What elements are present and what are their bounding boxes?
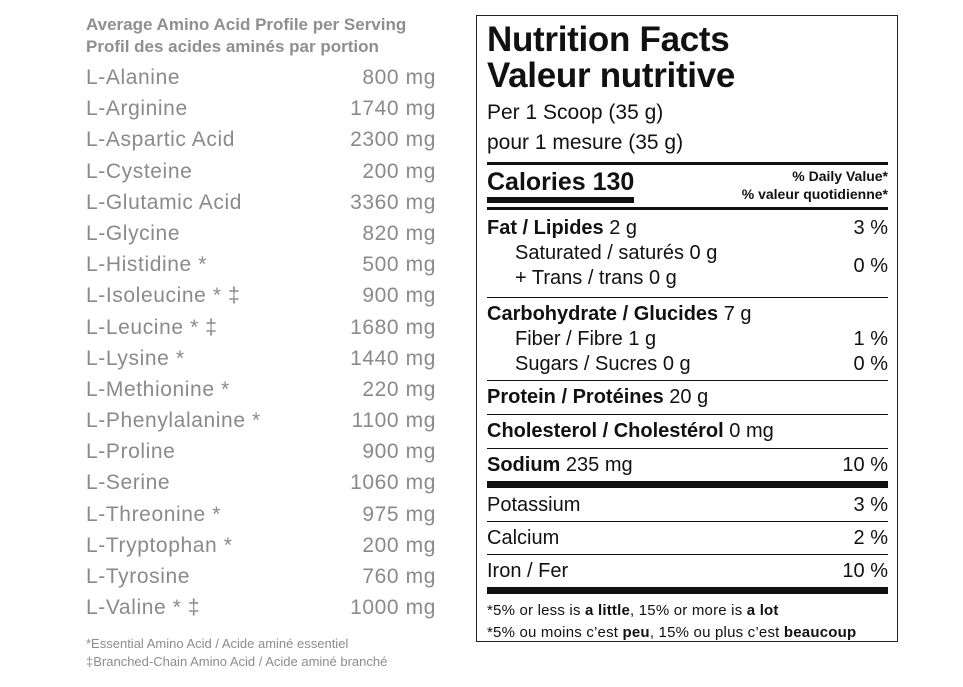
amino-name: L-Tyrosine bbox=[86, 565, 191, 588]
calcium-pct: 2 % bbox=[853, 527, 888, 549]
amino-name: L-Aspartic Acid bbox=[86, 128, 236, 152]
amino-row bbox=[86, 97, 436, 128]
fat-row bbox=[487, 216, 888, 241]
fiber-row bbox=[487, 327, 888, 352]
sugars-row bbox=[487, 352, 888, 377]
amino-title-fr: Profil des acides aminés par portion bbox=[86, 37, 379, 56]
amino-name: L-Glutamic Acid bbox=[86, 190, 243, 214]
footnote-fr-a: *5% ou moins c’est bbox=[487, 624, 623, 641]
amino-value: 800 mg bbox=[362, 66, 436, 89]
dv-en: % Daily Value* bbox=[792, 168, 888, 184]
amino-value: 1060 mg bbox=[350, 471, 436, 495]
amino-name: L-Lysine * bbox=[86, 346, 185, 370]
footnote bbox=[487, 594, 888, 644]
carb-amount: 7 g bbox=[723, 303, 752, 325]
amino-value: 1100 mg bbox=[351, 409, 436, 433]
amino-list bbox=[86, 66, 436, 627]
amino-value: 1000 mg bbox=[350, 596, 436, 620]
amino-value: 200 mg bbox=[362, 533, 436, 557]
note-branched: ‡Branched-Chain Amino Acid / Acide aminé branché bbox=[86, 654, 388, 670]
footnote-en-d: a lot bbox=[746, 602, 779, 619]
cholesterol-label: Cholesterol / Cholestérol bbox=[487, 420, 724, 442]
sodium-amount: 235 mg bbox=[565, 454, 633, 476]
amino-row bbox=[86, 596, 436, 627]
nf-title-fr: Valeur nutritive bbox=[487, 56, 736, 95]
amino-acid-profile bbox=[86, 14, 436, 671]
amino-value: 760 mg bbox=[362, 565, 436, 588]
divider bbox=[487, 481, 888, 488]
amino-row bbox=[86, 222, 436, 253]
sodium-pct: 10 % bbox=[842, 454, 888, 476]
amino-row bbox=[86, 565, 436, 596]
amino-notes bbox=[86, 635, 436, 671]
amino-name: L-Serine bbox=[86, 471, 171, 495]
protein-label: Protein / Protéines bbox=[487, 386, 664, 408]
iron-pct: 10 % bbox=[842, 560, 888, 582]
nutrition-facts-panel bbox=[476, 15, 898, 642]
amino-value: 1440 mg bbox=[350, 346, 436, 370]
sugars-pct: 0 % bbox=[853, 353, 888, 375]
sugars-label: Sugars / Sucres 0 g bbox=[515, 353, 691, 375]
amino-name: L-Threonine * bbox=[86, 502, 222, 526]
amino-value: 500 mg bbox=[362, 253, 436, 277]
amino-row bbox=[86, 128, 436, 159]
footnote-fr bbox=[487, 622, 888, 644]
amino-value: 220 mg bbox=[362, 377, 436, 401]
amino-row bbox=[86, 378, 436, 409]
iron-row bbox=[487, 555, 888, 587]
amino-row bbox=[86, 534, 436, 565]
amino-row bbox=[86, 66, 436, 97]
footnote-fr-b: peu bbox=[622, 624, 650, 641]
calcium-label: Calcium bbox=[487, 527, 560, 549]
amino-value: 975 mg bbox=[362, 502, 436, 526]
footnote-fr-c: , 15% ou plus c’est bbox=[649, 624, 784, 641]
note-essential: *Essential Amino Acid / Acide aminé essentiel bbox=[86, 636, 349, 652]
amino-name: L-Arginine bbox=[86, 97, 188, 121]
potassium-label: Potassium bbox=[487, 494, 581, 516]
saturated-label: Saturated / saturés 0 g bbox=[515, 242, 718, 264]
footnote-en-a: *5% or less is bbox=[487, 602, 586, 619]
serving-fr: pour 1 mesure (35 g) bbox=[487, 131, 684, 154]
sat-trans-pct: 0 % bbox=[853, 254, 888, 277]
amino-name: L-Tryptophan * bbox=[86, 533, 233, 557]
calcium-row bbox=[487, 522, 888, 554]
amino-value: 2300 mg bbox=[350, 128, 436, 152]
carb-row bbox=[487, 302, 888, 327]
nf-title-en: Nutrition Facts bbox=[487, 20, 730, 59]
iron-label: Iron / Fer bbox=[487, 560, 569, 582]
amino-name: L-Cysteine bbox=[86, 159, 193, 183]
fat-pct: 3 % bbox=[853, 217, 888, 239]
cholesterol-amount: 0 mg bbox=[729, 420, 774, 442]
amino-name: L-Leucine * ‡ bbox=[86, 315, 218, 339]
amino-row bbox=[86, 191, 436, 222]
amino-row bbox=[86, 253, 436, 284]
footnote-fr-d: beaucoup bbox=[783, 624, 857, 641]
amino-title-en: Average Amino Acid Profile per Serving bbox=[86, 15, 407, 34]
amino-value: 900 mg bbox=[362, 284, 436, 308]
amino-value: 1740 mg bbox=[350, 97, 436, 121]
amino-row bbox=[86, 471, 436, 502]
carb-label: Carbohydrate / Glucides bbox=[487, 303, 719, 325]
amino-value: 820 mg bbox=[362, 221, 436, 245]
potassium-pct: 3 % bbox=[853, 494, 888, 516]
calories-label: Calories 130 bbox=[487, 165, 634, 203]
serving-en: Per 1 Scoop (35 g) bbox=[487, 101, 664, 124]
amino-row bbox=[86, 316, 436, 347]
fat-label: Fat / Lipides bbox=[487, 217, 604, 239]
amino-name: L-Isoleucine * ‡ bbox=[86, 284, 241, 308]
amino-name: L-Phenylalanine * bbox=[86, 409, 261, 433]
amino-value: 900 mg bbox=[362, 440, 436, 464]
protein-row bbox=[487, 381, 888, 414]
amino-name: L-Methionine * bbox=[86, 377, 230, 401]
sodium-row bbox=[487, 449, 888, 481]
amino-row bbox=[86, 284, 436, 315]
fiber-pct: 1 % bbox=[853, 328, 888, 350]
potassium-row bbox=[487, 488, 888, 521]
amino-name: L-Histidine * bbox=[86, 253, 208, 277]
amino-row bbox=[86, 160, 436, 191]
protein-amount: 20 g bbox=[669, 386, 709, 408]
dv-fr: % valeur quotidienne* bbox=[741, 186, 888, 202]
fat-sub bbox=[487, 241, 888, 291]
daily-value-header bbox=[742, 165, 888, 203]
amino-value: 1680 mg bbox=[350, 315, 436, 339]
divider bbox=[487, 587, 888, 594]
amino-name: L-Proline bbox=[86, 440, 176, 464]
fat-amount: 2 g bbox=[609, 217, 638, 239]
footnote-en-b: a little bbox=[585, 602, 630, 619]
trans-label: + Trans / trans 0 g bbox=[515, 267, 677, 289]
calories-row bbox=[487, 165, 888, 205]
amino-row bbox=[86, 503, 436, 534]
fiber-label: Fiber / Fibre 1 g bbox=[515, 328, 657, 350]
amino-name: L-Alanine bbox=[86, 66, 181, 89]
amino-name: L-Valine * ‡ bbox=[86, 596, 201, 620]
footnote-en-c: , 15% or more is bbox=[630, 602, 747, 619]
amino-row bbox=[86, 347, 436, 378]
amino-name: L-Glycine bbox=[86, 221, 181, 245]
carb-block bbox=[487, 298, 888, 380]
sodium-label: Sodium bbox=[487, 454, 561, 476]
amino-value: 3360 mg bbox=[350, 190, 436, 214]
amino-value: 200 mg bbox=[362, 159, 436, 183]
fat-block bbox=[487, 210, 888, 297]
amino-row bbox=[86, 409, 436, 440]
amino-row bbox=[86, 440, 436, 471]
cholesterol-row bbox=[487, 415, 888, 448]
footnote-en bbox=[487, 600, 888, 622]
